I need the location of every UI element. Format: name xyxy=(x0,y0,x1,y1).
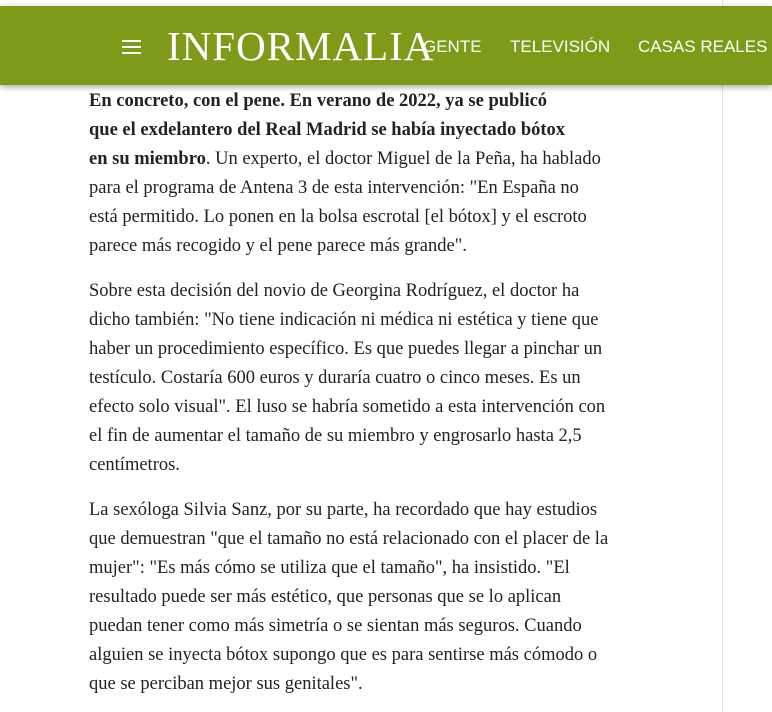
paragraph-line: el fin de aumentar el tamaño de su miembro y engrosarlo hasta 2,5 xyxy=(89,426,582,446)
site-logo[interactable]: INFORMALIA xyxy=(167,23,435,69)
paragraph-line: efecto solo visual". El luso se habría sometido a esta intervención con xyxy=(89,397,606,417)
paragraph-text: . Un experto, el doctor Miguel de la Peña, ha hablado xyxy=(205,149,601,169)
paragraph-line: testículo. Costaría 600 euros y duraría cuatro o cinco meses. Es un xyxy=(89,368,581,388)
bold-phrase: en su miembro xyxy=(89,149,206,169)
paragraph-line: parece más recogido y el pene parece más grande". xyxy=(89,236,467,256)
paragraph-line: En concreto, con el pene. En verano de 2022, ya se publicó xyxy=(89,91,548,111)
nav-link-casas-reales[interactable]: CASAS REALES xyxy=(638,37,768,56)
paragraph-line: Sobre esta decisión del novio de Georgina Rodríguez, el doctor ha xyxy=(89,281,580,301)
article-paragraph xyxy=(89,277,704,480)
paragraph-line: que se perciban mejor sus genitales". xyxy=(89,674,363,694)
site-header xyxy=(0,6,772,85)
paragraph-line: centímetros. xyxy=(89,455,180,475)
article-body xyxy=(89,85,704,699)
paragraph-line xyxy=(89,145,704,174)
nav-link-television[interactable]: TELEVISIÓN xyxy=(510,37,611,56)
paragraph-line: La sexóloga Silvia Sanz, por su parte, ha recordado que hay estudios xyxy=(89,500,598,520)
hamburger-menu-icon[interactable] xyxy=(122,40,141,54)
paragraph-line: que demuestran "que el tamaño no está relacionado con el placer de la xyxy=(89,529,609,549)
paragraph-line: puedan tener como más simetría o se sientan más seguros. Cuando xyxy=(89,616,582,636)
article-paragraph xyxy=(89,496,704,699)
paragraph-line: dicho también: "No tiene indicación ni médica ni estética y tiene que xyxy=(89,310,599,330)
paragraph-line: mujer": "Es más cómo se utiliza que el tamaño", ha insistido. "El xyxy=(89,558,570,578)
content-divider xyxy=(722,0,723,712)
article-paragraph xyxy=(89,85,704,261)
paragraph-line: que el exdelantero del Real Madrid se había inyectado bótox xyxy=(89,120,566,140)
paragraph-line: está permitido. Lo ponen en la bolsa escrotal [el bótox] y el escroto xyxy=(89,207,587,227)
paragraph-line: para el programa de Antena 3 de esta intervención: "En España no xyxy=(89,178,579,198)
paragraph-line: resultado puede ser más estético, que personas que se lo aplican xyxy=(89,587,562,607)
paragraph-line: haber un procedimiento específico. Es que puedes llegar a pinchar un xyxy=(89,339,603,359)
paragraph-line: alguien se inyecta bótox supongo que es para sentirse más cómodo o xyxy=(89,645,598,665)
nav-link-gente[interactable]: GENTE xyxy=(423,37,482,56)
